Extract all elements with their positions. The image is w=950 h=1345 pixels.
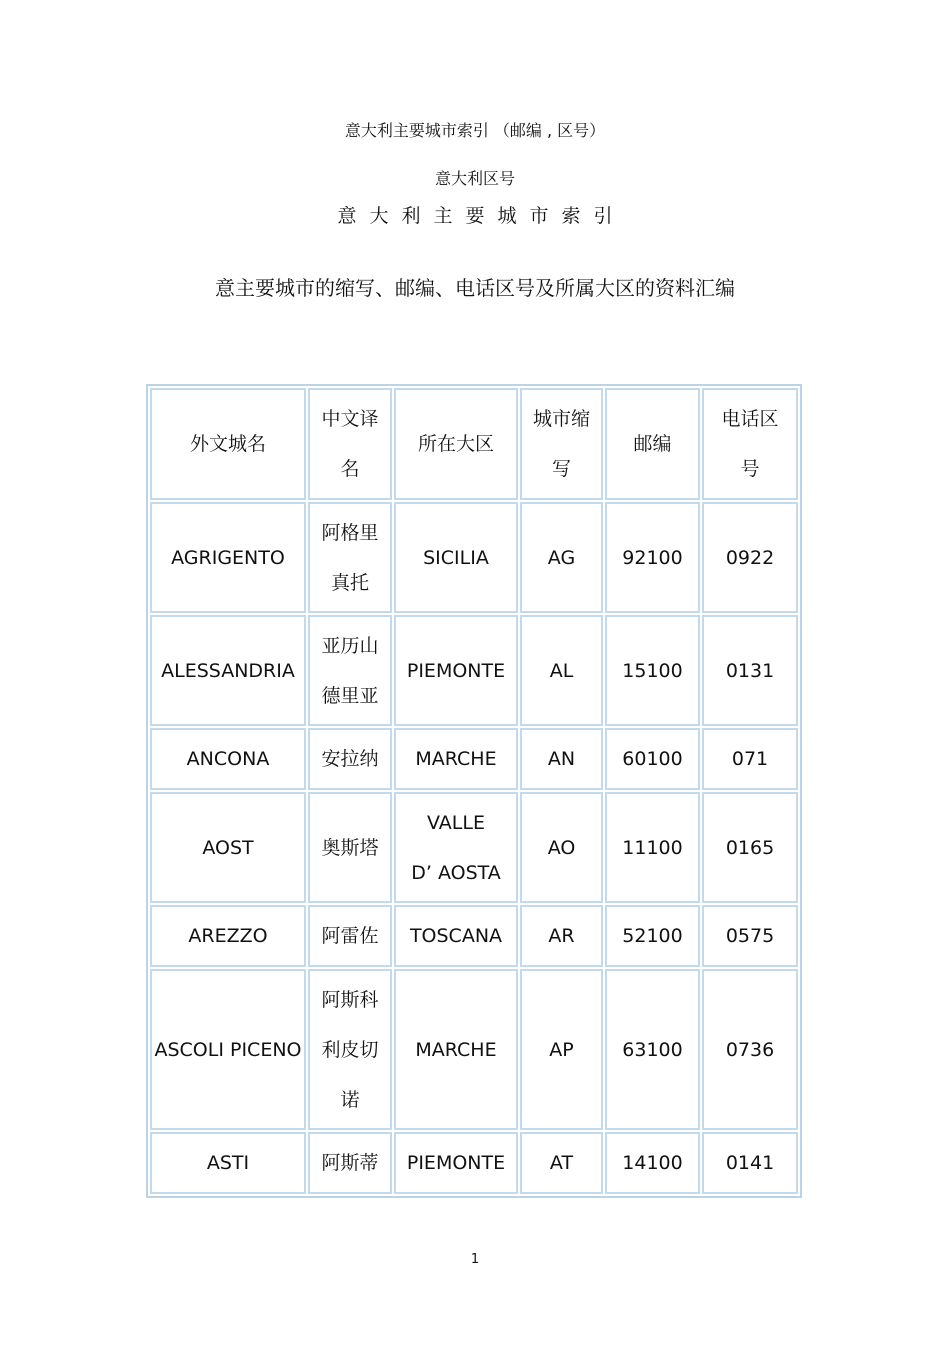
header-foreign-name: 外文城名 [150, 388, 306, 500]
cell-foreign-name: AOST [150, 792, 306, 903]
header-area-code: 电话区 号 [702, 388, 798, 500]
cell-abbr: AL [520, 615, 603, 726]
cell-chinese-name: 奥斯塔 [308, 792, 392, 903]
table-row [150, 502, 798, 613]
cell-chinese-name: 阿格里 真托 [308, 502, 392, 613]
cell-postcode: 52100 [605, 905, 700, 967]
cell-area-code: 0736 [702, 969, 798, 1130]
spaced-heading: 意大利主要城市索引 [337, 205, 626, 227]
cell-region: PIEMONTE [394, 1132, 518, 1194]
cell-abbr: AO [520, 792, 603, 903]
cell-region: TOSCANA [394, 905, 518, 967]
cell-postcode: 11100 [605, 792, 700, 903]
cell-postcode: 60100 [605, 728, 700, 790]
cell-postcode: 15100 [605, 615, 700, 726]
cell-postcode: 63100 [605, 969, 700, 1130]
cell-foreign-name: ASCOLI PICENO [150, 969, 306, 1130]
cell-abbr: AG [520, 502, 603, 613]
cell-area-code: 0922 [702, 502, 798, 613]
cell-abbr: AN [520, 728, 603, 790]
cell-chinese-name: 阿斯科 利皮切 诺 [308, 969, 392, 1130]
cell-region: SICILIA [394, 502, 518, 613]
table-row [150, 1132, 798, 1194]
cell-region: MARCHE [394, 728, 518, 790]
cell-abbr: AP [520, 969, 603, 1130]
cell-chinese-name: 安拉纳 [308, 728, 392, 790]
table-row [150, 615, 798, 726]
cell-region: MARCHE [394, 969, 518, 1130]
cell-abbr: AT [520, 1132, 603, 1194]
header-abbr: 城市缩 写 [520, 388, 603, 500]
cell-area-code: 0165 [702, 792, 798, 903]
header-region: 所在大区 [394, 388, 518, 500]
table-row [150, 969, 798, 1130]
header-chinese-name: 中文译 名 [308, 388, 392, 500]
cell-abbr: AR [520, 905, 603, 967]
cell-chinese-name: 亚历山 德里亚 [308, 615, 392, 726]
cell-region: PIEMONTE [394, 615, 518, 726]
cell-region: VALLE D’ AOSTA [394, 792, 518, 903]
cell-foreign-name: ALESSANDRIA [150, 615, 306, 726]
table-row [150, 905, 798, 967]
cell-area-code: 0141 [702, 1132, 798, 1194]
cell-chinese-name: 阿雷佐 [308, 905, 392, 967]
cell-foreign-name: ANCONA [150, 728, 306, 790]
cell-foreign-name: AGRIGENTO [150, 502, 306, 613]
intro-heading: 意主要城市的缩写、邮编、电话区号及所属大区的资料汇编 [215, 276, 735, 300]
cell-foreign-name: ASTI [150, 1132, 306, 1194]
header-postcode: 邮编 [605, 388, 700, 500]
cell-foreign-name: AREZZO [150, 905, 306, 967]
page-number: 1 [470, 1252, 480, 1267]
header-row [150, 388, 798, 500]
section-subtitle: 意大利区号 [434, 169, 515, 188]
cell-area-code: 0575 [702, 905, 798, 967]
table-row [150, 728, 798, 790]
document-title: 意大利主要城市索引 （邮编 , 区号） [344, 121, 606, 140]
cell-postcode: 92100 [605, 502, 700, 613]
table-row [150, 792, 798, 903]
cell-chinese-name: 阿斯蒂 [308, 1132, 392, 1194]
cell-area-code: 0131 [702, 615, 798, 726]
city-table [146, 384, 802, 1198]
cell-area-code: 071 [702, 728, 798, 790]
cell-postcode: 14100 [605, 1132, 700, 1194]
